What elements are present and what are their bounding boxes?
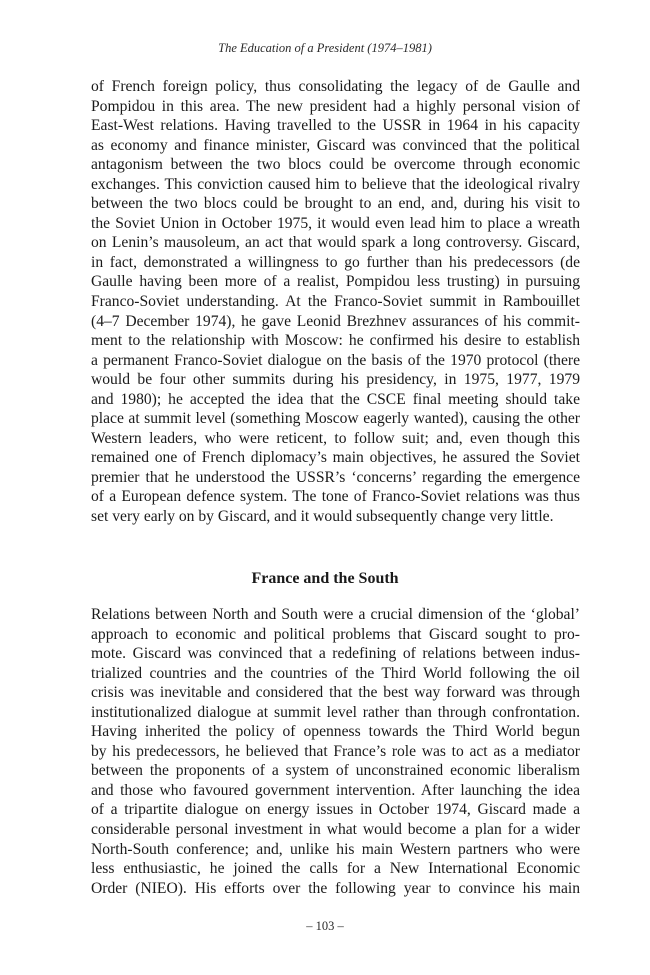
text-line: remained one of French diplomacy’s main objectives, he assured the Soviet: [91, 449, 580, 467]
text-line: as economy and finance minister, Giscard was convinced that the political: [91, 136, 580, 154]
text-line: Order (NIEO). His efforts over the following year to convince his main: [91, 879, 580, 897]
body-paragraph-north-south: [91, 605, 580, 898]
text-line: approach to economic and political problems that Giscard sought to pro-: [91, 625, 580, 643]
text-line: (4–7 December 1974), he gave Leonid Brezhnev assurances of his commit-: [91, 312, 580, 330]
running-head: The Education of a President (1974–1981): [218, 41, 432, 55]
text-line: Western leaders, who were reticent, to follow suit; and, even though this: [91, 429, 580, 447]
body-paragraph-east-west: [91, 77, 580, 527]
text-line: a permanent Franco-Soviet dialogue on the basis of the 1970 protocol (there: [91, 351, 580, 369]
text-line: premier that he understood the USSR’s ‘concerns’ regarding the emergence: [91, 468, 580, 486]
text-line: less enthusiastic, he joined the calls for a New International Economic: [91, 860, 580, 878]
text-line: set very early on by Giscard, and it would subsequently change very little.: [91, 508, 554, 526]
text-line: mote. Giscard was convinced that a redefining of relations between indus-: [91, 645, 580, 663]
text-line: trialized countries and the countries of the Third World following the oil: [91, 664, 580, 682]
text-line: on Lenin’s mausoleum, an act that would spark a long controversy. Giscard,: [91, 234, 580, 252]
text-line: between the proponents of a system of unconstrained economic liberalism: [91, 762, 580, 780]
text-line: East-West relations. Having travelled to the USSR in 1964 in his capacity: [91, 117, 580, 135]
text-line: between the two blocs could be brought to an end, and, during his visit to: [91, 195, 580, 213]
text-line: Pompidou in this area. The new president had a highly personal vision of: [91, 97, 580, 115]
page-number: – 103 –: [306, 919, 344, 933]
text-line: by his predecessors, he believed that France’s role was to act as a mediator: [91, 742, 580, 760]
text-line: of a tripartite dialogue on energy issues in October 1974, Giscard made a: [91, 801, 580, 819]
text-line: antagonism between the two blocs could be overcome through economic: [91, 156, 580, 174]
text-line: Franco-Soviet understanding. At the Franco-Soviet summit in Rambouillet: [91, 293, 580, 311]
text-line: Gaulle having been more of a realist, Pompidou less trusting) in pursuing: [91, 273, 580, 291]
text-line: exchanges. This conviction caused him to believe that the ideological rivalry: [91, 175, 580, 193]
text-line: of French foreign policy, thus consolidating the legacy of de Gaulle and: [91, 78, 580, 95]
text-line: ment to the relationship with Moscow: he confirmed his desire to establish: [91, 332, 580, 350]
text-line: the Soviet Union in October 1975, it would even lead him to place a wreath: [91, 214, 580, 232]
text-line: Relations between North and South were a crucial dimension of the ‘global’: [91, 606, 580, 623]
text-line: would be four other summits during his presidency, in 1975, 1977, 1979: [91, 371, 580, 389]
text-line: considerable personal investment in what would become a plan for a wider: [91, 821, 580, 839]
text-line: place at summit level (something Moscow eagerly wanted), causing the other: [91, 410, 580, 428]
section-heading: France and the South: [251, 570, 399, 587]
text-line: North-South conference; and, unlike his main Western partners who were: [91, 840, 580, 858]
text-line: and those who favoured government intervention. After launching the idea: [91, 781, 580, 799]
text-line: and 1980); he accepted the idea that the CSCE final meeting should take: [91, 390, 580, 408]
text-line: in fact, demonstrated a willingness to go further than his predecessors (de: [91, 253, 580, 271]
text-line: of a European defence system. The tone of Franco-Soviet relations was thus: [91, 488, 580, 506]
text-line: crisis was inevitable and considered that the best way forward was through: [91, 684, 580, 702]
text-line: institutionalized dialogue at summit level rather than through confrontation.: [91, 703, 580, 721]
text-line: Having inherited the policy of openness towards the Third World begun: [91, 723, 580, 741]
